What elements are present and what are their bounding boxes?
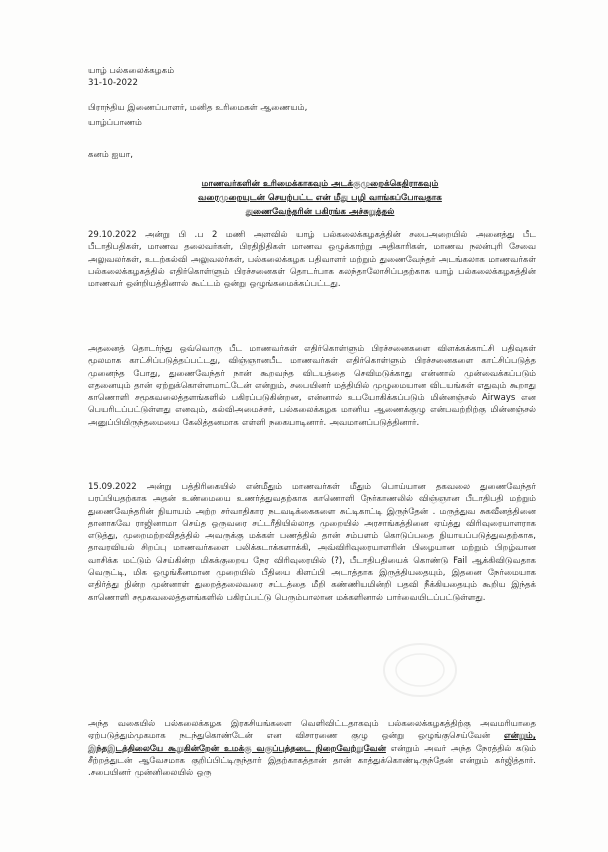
subject-line-1: மாணவர்களின் உரிமைக்காகவும் அடக்குமுறைக்கெதிராகவும் (201, 179, 439, 189)
salutation: கனம் ஐயா, (88, 150, 133, 160)
subject-line-2: வரைமுறையுடன் செயற்பட்ட என் மீது பழி வாங்கப்போவதாக (198, 193, 442, 203)
faint-stamp-mark (380, 640, 460, 700)
threat-quote: என்றும், இந்தஇடத்திலையே கூறுகின்றேன் உமக்கு வகுப்புத்தடை நிறைவேற்றுவேன் (88, 731, 536, 754)
paragraph-presentation: அதனைத் தொடர்ந்து ஒவ்வொரு பீட மாணவர்கள் எதிர்கொள்ளும் பிரச்சனைகளை விளக்கக்காட்சி பதிவுகள் மூலமாக காட்சிப்படுத்தப்பட்டது, விஞ்ஞானபீட மாணவர்கள் எதிர்கொள்ளும் பிரச்சனைகளை காட்சிப்படுத்த முனைந்த போது, துணைவேந்தர் நான் கூறவந்த விடயத்தை செவிமடுக்காது என்னால் முன்வைக்கப்படும் எதனையும் தான் ஏற்றுக்கொள்ளமாட்டேன் என்றும், சபையினர் மத்தியில் முழுமையான விடயங்கள் எதுவும் கூறாது காணொளி சமூகவலைத்தளங்களில் பகிரப்படுகின்றன, என்னால் உபயோகிக்கப்படும் மின்னஞ்சல் Airways என பெயரிடப்பட்டுள்ளது எனவும், கல்விஅமைச்சர், பல்கலைக்கழக மானிய ஆணைக்குழு என்பவற்றிற்கு மின்னஞ்சல் அனுப்பியிருந்தமையை கேலித்தனமாக எள்ளி நகையாடினார். அவமானப்படுத்தினார். (88, 344, 536, 428)
paragraph-threat (88, 718, 536, 779)
paragraph-newspaper: 15.09.2022 அன்று பத்திரிகையில் என்மீதும் மாணவர்கள் மீதும் பொய்யான தகவலை துணைவேந்தர் பரப்பியதற்காக அதன் உண்மையை உணர்த்துவதற்காக காணொளி நேர்காணலில் விஞ்ஞான பீடாதிபதி மற்றும் துணைவேந்தரின் நியாயம் அற்ற சர்வாதிகார நடவடிக்கைகளை சுட்டிகாட்டி இருந்தேன் . மருத்துவ சுகவீனத்தினை தானாகவே ராஜினாமா செய்த ஒருவரை சட்டரீதியில்லாத முறையில் அரசாங்கத்தினை ஏய்த்து விரிவுரையாளராக எடுத்து, முறைமற்றவிதத்தில் அவருக்கு மக்கள் பணத்தில் தான் சம்பளம் கொடுப்பதை நியாயப்படுத்துவதற்காக, தாவரவியல் சிறப்பு மாணவர்களை பலிக்கடாக்களாக்கி, அவ்விரிவுரையாளரின் பிழையான மற்றும் பிறழ்வான வாசிக்க மட்டும் செய்கின்ற மிகக்குறைய நேர விரிவுரையில் (?), பீடாதிபதியைக் கொண்டு Fail ஆக்கிவிடுவதாக வெருட்டி, மிக ஒழுங்கீனமான முறையில் பீதியை கிளப்பி அடாத்தாக இருத்தியதையும், இதனை நேர்மையாக எதிர்த்து நின்ற முன்னாள் துறைத்தலைவரை சட்டத்தை மீறி கண்ணியமின்றி பதவி நீக்கியதையும் கூறிய இந்தக் காணொளி சமூகவலைத்தளங்களில் பகிரப்பட்டு பெரும்பாலான மக்களினால் பார்வையிடப்பட்டுள்ளது. (88, 482, 536, 603)
threat-text-end: என்றும் அவர் அந்த நேரத்தில் கடும் சீற்றத்துடன் ஆவேசமாக குறிப்பிட்டிருந்தார் இதற்காகத்தான் தான் காத்துக்கொண்டிருந்தேன் என்றும் கர்ஜித்தார். .சபையினர் முன்னிலையில் ஒரு (88, 743, 536, 779)
sender-name: யாழ் பல்கலைக்கழகம் (88, 66, 175, 76)
recipient-line-2: யாழ்ப்பாணம் (88, 118, 142, 128)
subject-line-3: துணைவேந்தரின் பகிரங்க அச்சுறுத்தல் (245, 207, 395, 217)
letter-date: 31-10-2022 (88, 78, 138, 88)
paragraph-meeting: 29.10.2022 அன்று பி .ப 2 மணி அளவில் யாழ் பல்கலைக்கழகத்தின் சபைஅறையில் அனைத்து பீட பீடாதிபதிகள், மாணவ தலைவர்கள், பிரதிநிதிகள் மாணவ ஒழுக்காற்று அதிகாரிகள், மாணவ நலன்புரி சேவை அலுவலர்கள், உடற்கல்வி அலுவலர்கள், பல்கலைக்கழக பதிவாளர் மற்றும் துணைவேந்தர் அடங்கலாக மாணவர்கள் பல்கலைக்கழகத்தில் எதிர்கொள்ளும் பிரச்சனைகள் தொடர்பாக கலந்தாலோசிப்பதற்காக யாழ் பல்கலைக்கழகத்தின் மாணவர் ஒன்றியத்தினால் கூட்டம் ஒன்று ஒழுங்கமைக்கப்பட்டது. (88, 230, 536, 290)
recipient-line-1: பிராந்திய இணைப்பாளர், மனித உரிமைகள் ஆணையம், (88, 103, 308, 113)
threat-text-start: அந்த வகையில் பல்கலைக்கழக இரகசியங்களை வெளிவிட்டதாகவும் பல்கலைக்கழகத்திற்கு அவமரியாதை ஏற்படுத்தும்முகமாக நடந்துகொண்டேன் என விசாரணை குழு ஒன்று ஒழுங்குசெய்வேன் (88, 719, 536, 742)
